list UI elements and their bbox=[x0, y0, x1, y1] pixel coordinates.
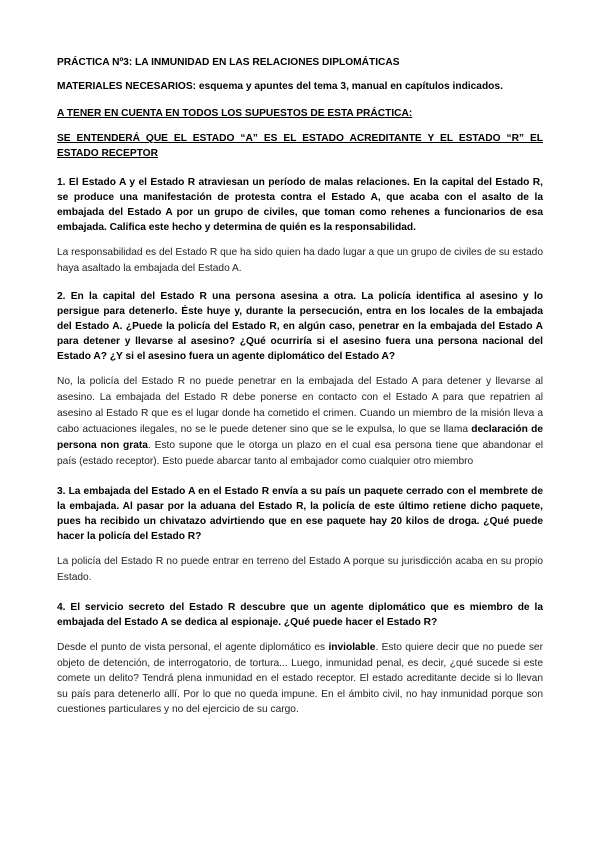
answer-2-text-b: . Esto supone que le otorga un plazo en el cual esa persona tiene que abandonar el país (estado receptor). Esto puede abarcar tanto al embajador como cualquier otro miembro bbox=[57, 440, 543, 467]
note-heading: A TENER EN CUENTA EN TODOS LOS SUPUESTOS DE ESTA PRÁCTICA: bbox=[57, 108, 413, 119]
question-3: 3. La embajada del Estado A en el Estado R envía a su país un paquete cerrado con el membrete de la embajada. Al pasar por la aduana del Estado R, la policía de este último retiene dicho paquete, pues ha recibido un chivatazo advirtiendo que en ese paquete hay 20 kilos de droga. ¿Qué puede hacer la policía del Estado R? bbox=[57, 486, 543, 542]
answer-4 bbox=[57, 640, 543, 718]
answer-3: La policía del Estado R no puede entrar en terreno del Estado A porque su jurisdicción acaba en su propio Estado. bbox=[57, 556, 543, 583]
question-1: 1. El Estado A y el Estado R atraviesan un período de malas relaciones. En la capital del Estado R, se produce una manifestación de protesta contra el Estado A, que acaba con el asalto de la embajada del Estado A por un grupo de civiles, que toman como rehenes a funcionarios de esa embajada. Califica este hecho y determina de quién es la responsabilidad. bbox=[57, 177, 543, 233]
question-2: 2. En la capital del Estado R una persona asesina a otra. La policía identifica al asesino y lo persigue para detenerlo. Éste huye y, durante la persecución, entra en los locales de la embajada del Estado A. ¿Puede la policía del Estado R, en algún caso, penetrar en la embajada del Estado A para detener y llevarse al asesino? ¿Qué ocurriría si el asesino fuera una persona nacional del Estado A? ¿Y si el asesino fuera un agente diplomático del Estado A? bbox=[57, 291, 543, 362]
answer-4-text-a: Desde el punto de vista personal, el agente diplomático es bbox=[57, 642, 329, 653]
page-title: PRÁCTICA Nº3: LA INMUNIDAD EN LAS RELACIONES DIPLOMÁTICAS bbox=[57, 57, 400, 68]
note-definition: SE ENTENDERÁ QUE EL ESTADO “A” ES EL ESTADO ACREDITANTE Y EL ESTADO “R” EL ESTADO RECEPTOR bbox=[57, 133, 543, 159]
answer-2 bbox=[57, 374, 543, 470]
materials-note: MATERIALES NECESARIOS: esquema y apuntes del tema 3, manual en capítulos indicados. bbox=[57, 81, 503, 92]
answer-2-text-a: No, la policía del Estado R no puede penetrar en la embajada del Estado A para detener y llevarse al asesino. La embajada del Estado R debe ponerse en contacto con el Estado A para que repatrien al asesino al Estado R que es el lugar donde ha cometido el crimen. Cuando un miembro de la misión lleva a cabo actuaciones ilegales, no se le puede detener sino que se le expulsa, lo que se llama bbox=[57, 376, 543, 435]
answer-4-emphasis: inviolable bbox=[328, 642, 376, 653]
answer-4-text-b: . Esto quiere decir que no puede ser objeto de detención, de interrogatorio, de tortura... Luego, inmunidad penal, es decir, ¿qué sucede si este comete un delito? Tendrá plena inmunidad en el estado receptor. El estado acreditante decide si lo llevan su país para detenerlo allí. Por lo que no queda impune. En el ámbito civil, no hay inmunidad porque son cuestiones particulares y no del ejercicio de su cargo. bbox=[57, 642, 543, 715]
answer-1: La responsabilidad es del Estado R que ha sido quien ha dado lugar a que un grupo de civiles de su estado haya asaltado la embajada del Estado A. bbox=[57, 247, 543, 274]
answer-2-emphasis: declaración de persona non grata bbox=[57, 424, 543, 451]
question-4: 4. El servicio secreto del Estado R descubre que un agente diplomático que es miembro de la embajada del Estado A se dedica al espionaje. ¿Qué puede hacer el Estado R? bbox=[57, 602, 543, 628]
document-body bbox=[57, 56, 543, 718]
